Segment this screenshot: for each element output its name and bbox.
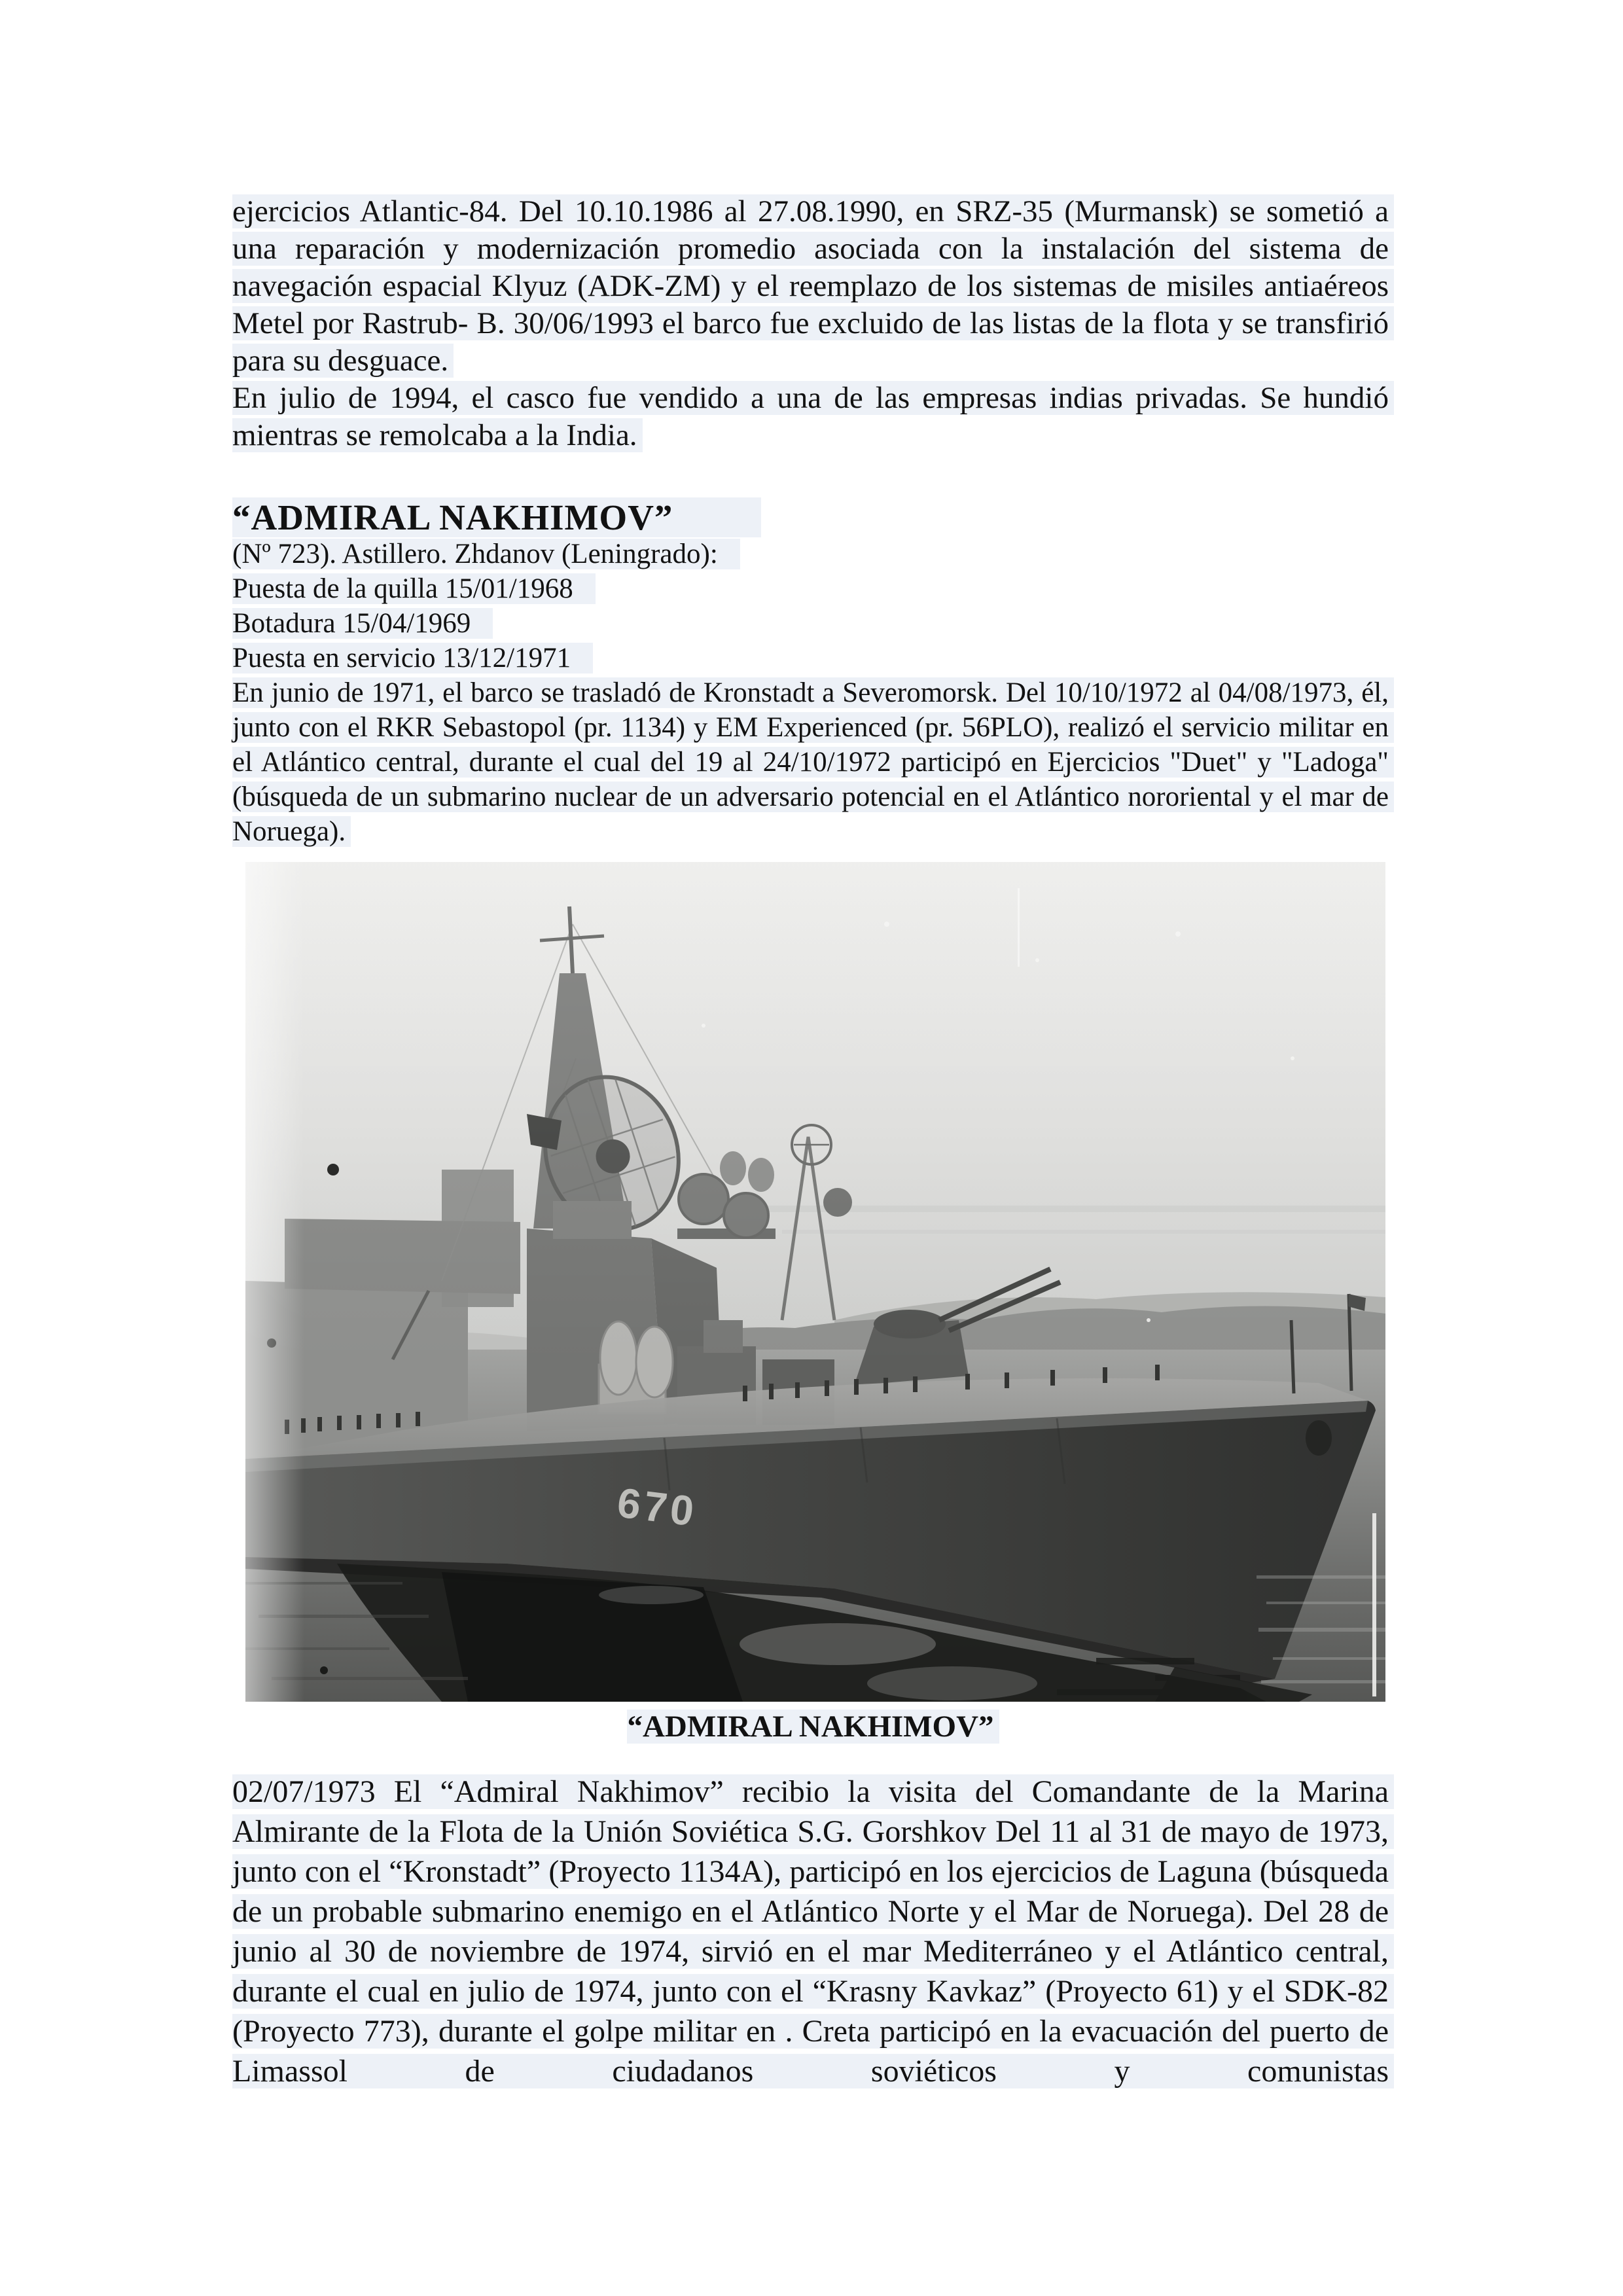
paragraph-sold-1994 <box>232 380 1394 454</box>
info-line-keel-text: Puesta de la quilla 15/01/1968 <box>232 573 596 604</box>
paragraph-visit-1973 <box>232 1772 1394 2091</box>
info-line-launch-text: Botadura 15/04/1969 <box>232 608 493 639</box>
section-heading <box>232 499 1394 537</box>
text-column <box>232 0 1394 2091</box>
ship-photo <box>245 862 1385 1702</box>
section-heading-text: “ADMIRAL NAKHIMOV” <box>232 497 761 537</box>
paragraph-sold-1994-text: En julio de 1994, el casco fue vendido a una de las empresas indias privadas. Se hundió mientras se remolcaba a la India. <box>232 381 1394 452</box>
info-line-commission <box>232 641 1394 675</box>
info-line-shipyard-text: (Nº 723). Astillero. Zhdanov (Leningrado): <box>232 539 740 569</box>
paragraph-modernization <box>232 193 1394 380</box>
paragraph-modernization-text: ejercicios Atlantic-84. Del 10.10.1986 al 27.08.1990, en SRZ-35 (Murmansk) se sometió a una reparación y modernización promedio asociada con la instalación del sistema de navegación espacial Klyuz (ADK-ZM) y el reemplazo de los sistemas de misiles antiaéreos Metel por Rastrub- B. 30/06/1993 el barco fue excluido de las listas de la flota y se transfirió para su desguace. <box>232 194 1394 378</box>
paragraph-visit-1973-text: 02/07/1973 El “Admiral Nakhimov” recibio la visita del Comandante de la Marina Almirante de la Flota de la Unión Soviética S.G. Gorshkov Del 11 al 31 de mayo de 1973, junto con el “Kronstadt” (Proyecto 1134A), participó en los ejercicios de Laguna (búsqueda de un probable submarino enemigo en el Atlántico Norte y el Mar de Noruega). Del 28 de junio al 30 de noviembre de 1974, sirvió en el mar Mediterráneo y el Atlántico central, durante el cual en julio de 1974, junto con el “Krasny Kavkaz” (Proyecto 61) y el SDK-82 (Proyecto 773), durante el golpe militar en . Creta participó en la evacuación del puerto de Limassol de ciudadanos soviéticos y comunistas <box>232 1774 1394 2089</box>
photo-caption <box>232 1708 1394 1746</box>
info-line-keel <box>232 571 1394 606</box>
photo-caption-text: “ADMIRAL NAKHIMOV” <box>627 1710 999 1744</box>
info-line-shipyard <box>232 537 1394 571</box>
ship-photo-image <box>245 862 1385 1702</box>
haze-overlay <box>245 862 1385 1702</box>
paragraph-service-1971-text: En junio de 1971, el barco se trasladó de Kronstadt a Severomorsk. Del 10/10/1972 al 04/08/1973, él, junto con el RKR Sebastopol (pr. 1134) y EM Experienced (pr. 56PLO), realizó el servicio militar en el Atlántico central, durante el cual del 19 al 24/10/1972 participó en Ejercicios "Duet" y "Ladoga" (búsqueda de un submarino nuclear de un adversario potencial en el Atlántico nororiental y el mar de Noruega). <box>232 677 1394 847</box>
paragraph-service-1971 <box>232 675 1394 849</box>
info-line-commission-text: Puesta en servicio 13/12/1971 <box>232 643 593 673</box>
info-line-launch <box>232 606 1394 641</box>
